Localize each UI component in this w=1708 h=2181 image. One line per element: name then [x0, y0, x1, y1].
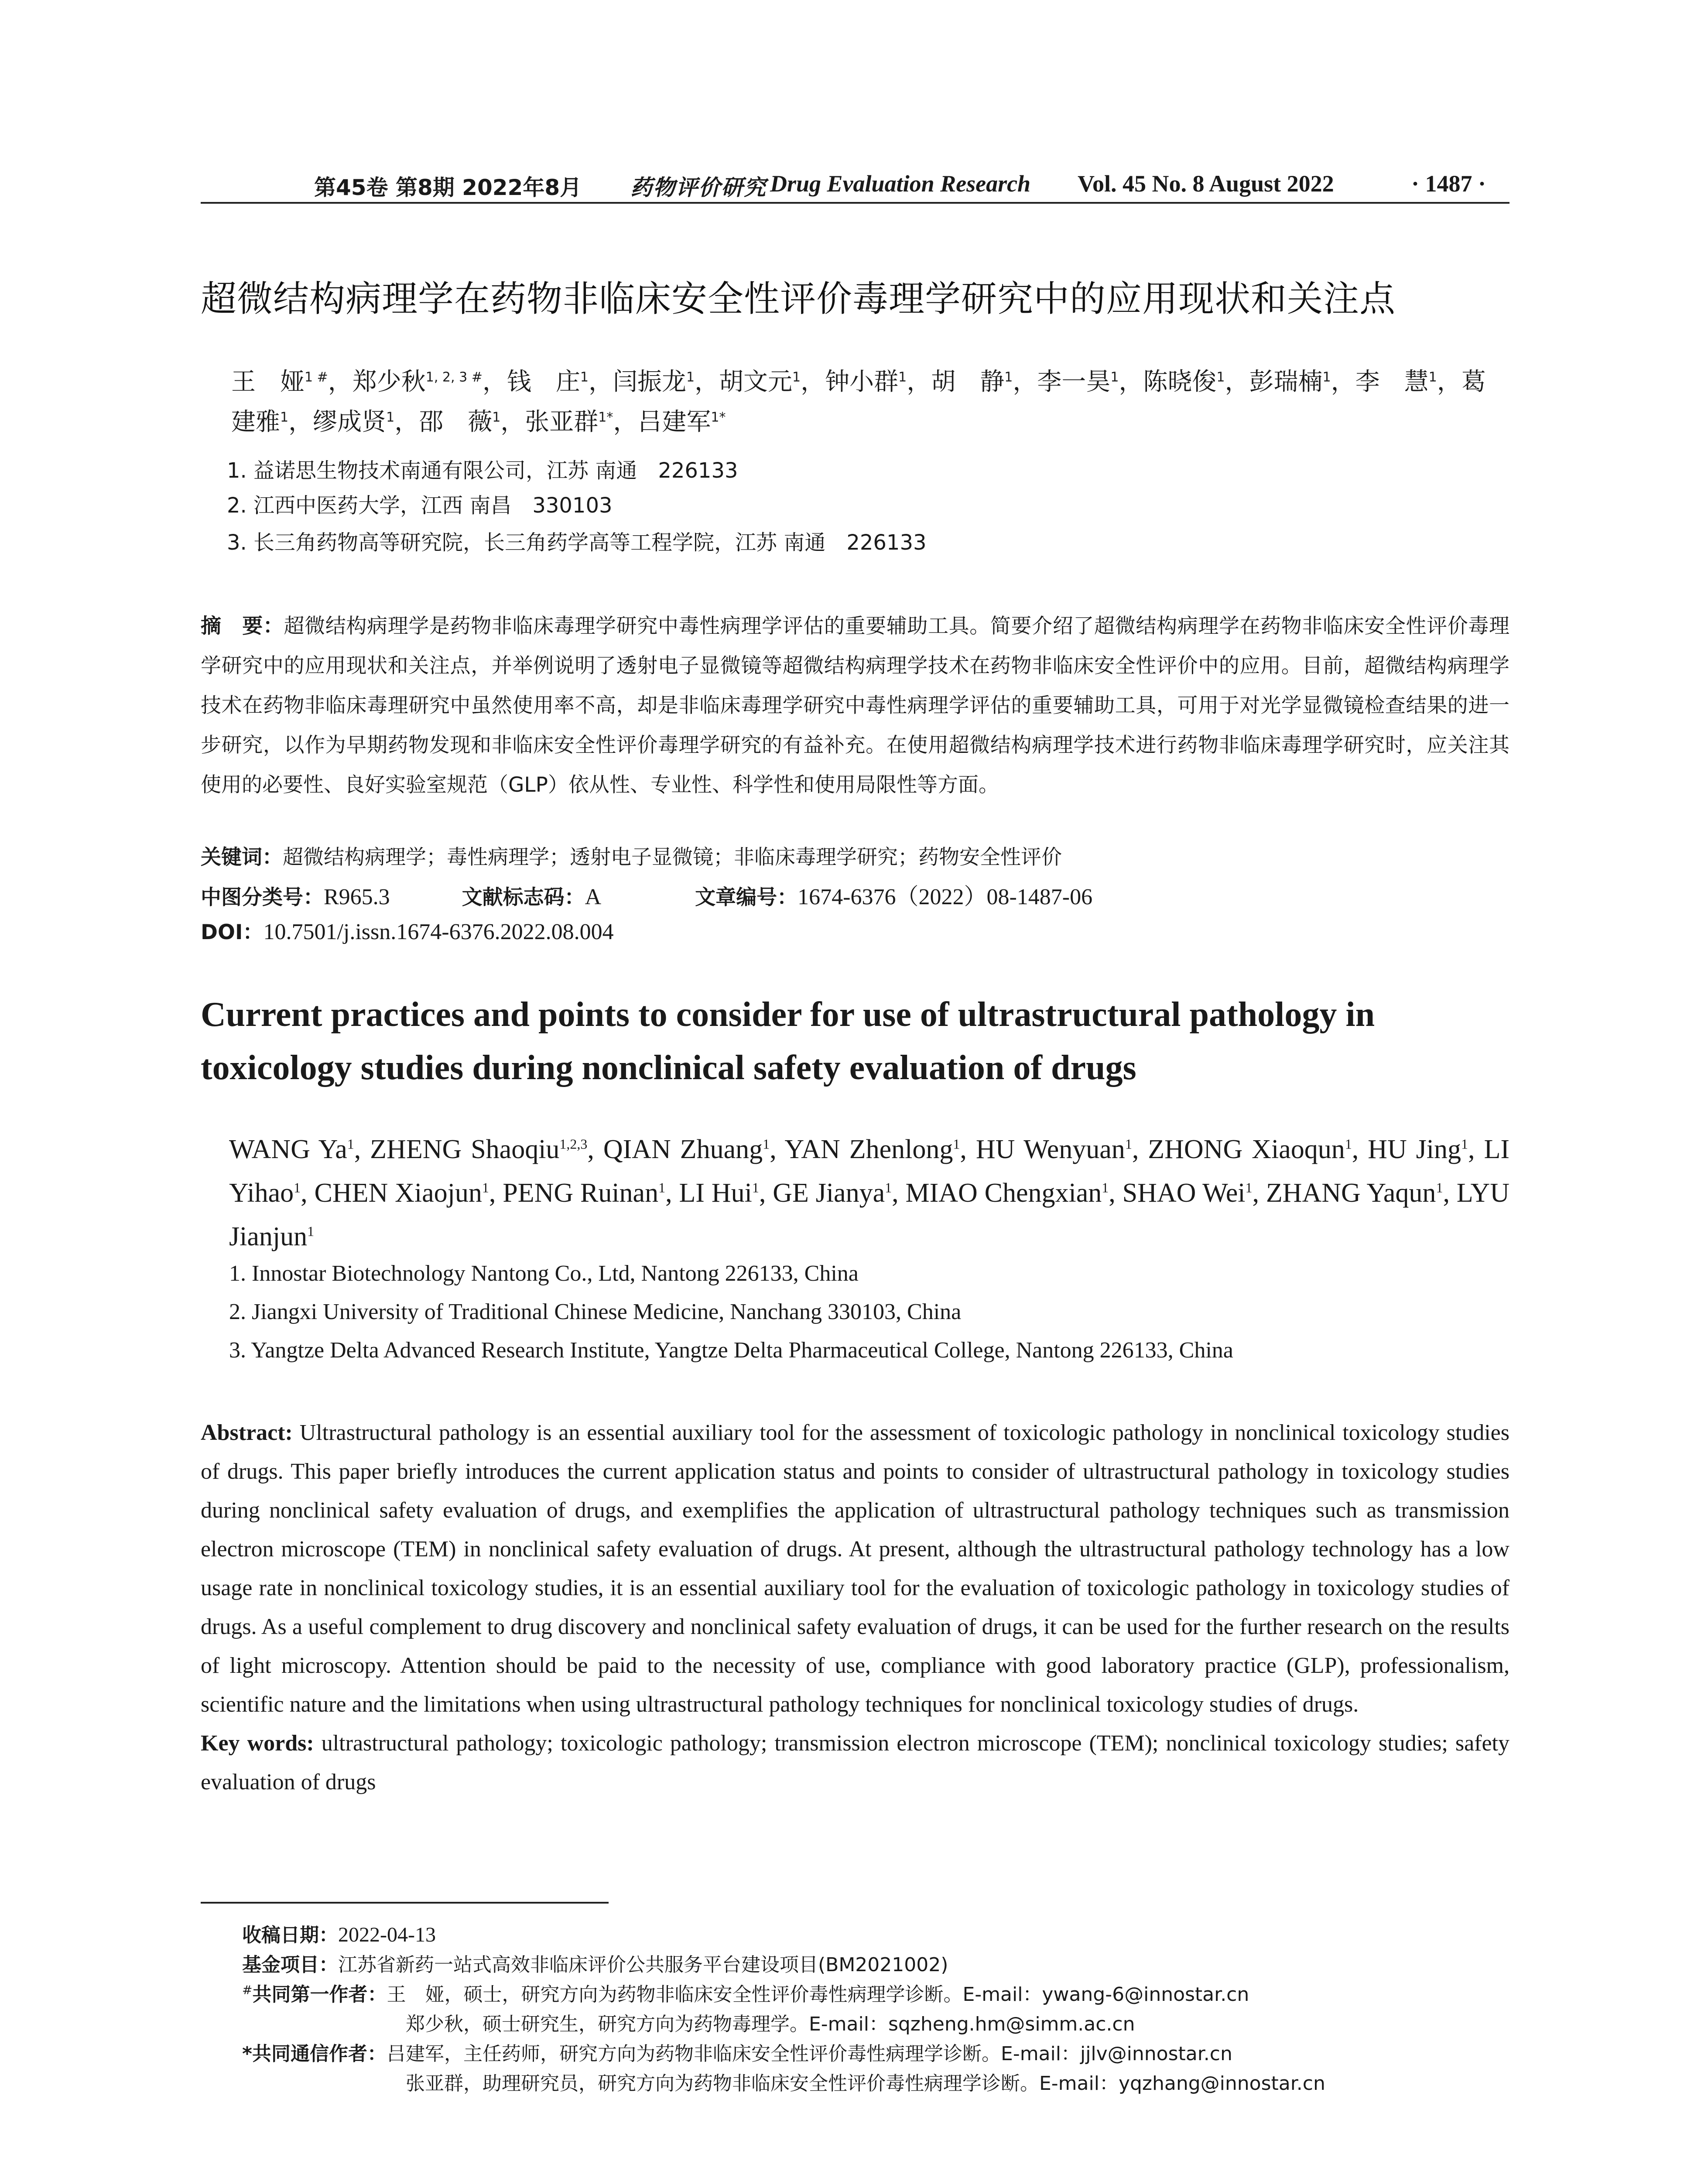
received-date: 2022-04-13	[338, 1923, 436, 1946]
authors-zh: 王 娅$^{1 \#}$，郑少秋$^{1, 2, 3 \#}$，钱 庄$^1$，闫振龙$^1$，胡文元$^1$，钟小群$^1$，胡 静$^1$，李一昊$^1$，陈晓俊$^1$，彭瑞楠$^1$，李 慧$^1$，葛建雅$^1$，缪成贤$^1$，邵 薇$^1$，张亚群$^{1*}$，吕建军$^{1*}$	[231, 368, 1486, 436]
abstract-zh-label: 摘 要：	[201, 614, 284, 638]
abstract-zh	[201, 606, 1509, 805]
zh-author-affiliation-mark: 1	[1110, 369, 1119, 385]
en-author	[1148, 1135, 1352, 1164]
zh-author-affiliation-mark: 1	[792, 369, 801, 385]
zh-author-affiliation-mark: 1*	[598, 410, 613, 425]
en-author-name: LI Yihao	[229, 1135, 1510, 1208]
en-author	[314, 1178, 489, 1208]
en-author-name: ZHANG Yaqun	[1266, 1178, 1436, 1208]
en-author-affiliation-mark: 1	[1436, 1179, 1443, 1196]
zh-author-affiliation-mark: 1	[1216, 369, 1225, 385]
en-author	[229, 1135, 354, 1164]
zh-author-name: 缪成贤	[313, 408, 387, 436]
en-author-affiliation-mark: 1	[347, 1136, 354, 1152]
zh-author-name: 陈晓俊	[1143, 368, 1217, 396]
en-author	[1123, 1178, 1253, 1208]
zh-author	[931, 368, 1013, 396]
zh-author	[1037, 368, 1119, 396]
first-author-mark: #	[242, 1983, 253, 1997]
keywords-en-text: ultrastructural pathology; toxicologic pathology; transmission electron microscope (TEM); nonclinical toxicology studies; safety evaluation of drugs	[201, 1731, 1510, 1795]
en-author-name: CHEN Xiaojun	[314, 1178, 482, 1208]
keywords-zh-text: 超微结构病理学；毒性病理学；透射电子显微镜；非临床毒理学研究；药物安全性评价	[283, 845, 1062, 869]
en-author-affiliation-mark: 1	[1461, 1136, 1468, 1152]
abstract-en-label: Abstract:	[201, 1420, 293, 1445]
zh-author-name: 彭瑞楠	[1249, 368, 1323, 396]
zh-author	[825, 368, 907, 396]
zh-author-affiliation-mark: 1 #	[305, 369, 328, 385]
zh-author-affiliation-mark: 1	[1004, 369, 1013, 385]
doc-code-label: 文献标志码：	[462, 885, 585, 909]
zh-author	[613, 368, 695, 396]
zh-author-name: 邵 薇	[419, 408, 493, 436]
zh-author-affiliation-mark: 1*	[711, 410, 726, 425]
title-zh: 超微结构病理学在药物非临床安全性评价毒理学研究中的应用现状和关注点	[201, 278, 1396, 320]
title-en: Current practices and points to consider for use of ultrastructural pathology in toxicology studies during nonclinical safety evaluation of drugs	[201, 995, 1375, 1087]
zh-author-name: 王 娅	[231, 368, 305, 396]
zh-author	[1143, 368, 1225, 396]
zh-author	[637, 408, 726, 436]
en-author-affiliation-mark: 1	[482, 1179, 489, 1196]
fund-label: 基金项目：	[242, 1954, 338, 1976]
zh-author-name: 张亚群	[525, 408, 599, 436]
zh-author-affiliation-mark: 1	[386, 410, 395, 425]
header-page-number: · 1487 ·	[1411, 171, 1486, 197]
en-author-name: LYU Jianjun	[229, 1178, 1510, 1251]
article-no-value: 1674-6376（2022）08-1487-06	[798, 885, 1093, 909]
footnote-received	[242, 1919, 436, 1947]
zh-author-affiliation-mark: 1	[686, 369, 695, 385]
en-author-affiliation-mark: 1	[885, 1179, 892, 1196]
running-header	[201, 166, 1509, 205]
en-author-affiliation-mark: 1	[953, 1136, 960, 1152]
header-rule	[201, 202, 1509, 204]
en-author-affiliation-mark: 1	[752, 1179, 759, 1196]
zh-author	[419, 408, 500, 436]
journal-logo-zh: 药物评价研究	[630, 174, 767, 200]
abstract-en-text: Ultrastructural pathology is an essential auxiliary tool for the assessment of toxicologic pathology in nonclinical toxicology studies of drugs. This paper briefly introduces the current application status and points to consider of ultrastructural pathology in toxicology studies during nonclinical safety evaluation of drugs, and exemplifies the application of ultrastructural pathology techniques such as transmission electron microscope (TEM) in nonclinical safety evaluation of drugs. At present, although the ultrastructural pathology technology has a low usage rate in nonclinical toxicology studies, it is an essential auxiliary tool for the evaluation of toxicologic pathology in toxicology studies of drugs. As a useful complement to drug discovery and nonclinical safety evaluation of drugs, it can be used for the further research on the results of light microscopy. Attention should be paid to the necessity of use, compliance with good laboratory practice (GLP), professionalism, scientific nature and the limitations when using ultrastructural pathology techniques for nonclinical toxicology studies of drugs.	[201, 1420, 1510, 1717]
zh-author-name: 李 慧	[1355, 368, 1429, 396]
en-author-name: WANG Ya	[229, 1135, 347, 1164]
zh-author-name: 吕建军	[637, 408, 711, 436]
corresponding-label: *共同通信作者：	[242, 2043, 387, 2065]
en-author-name: QIAN Zhuang	[603, 1135, 763, 1164]
doi-line	[201, 916, 614, 945]
zh-author-affiliation-mark: 1	[580, 369, 589, 385]
header-journal-en: Drug Evaluation Research	[770, 171, 1031, 197]
affiliation-zh-3: 3. 长三角药物高等研究院，长三角药学高等工程学院，江苏 南通 226133	[227, 530, 927, 555]
affiliation-zh-1: 1. 益诺思生物技术南通有限公司，江苏 南通 226133	[227, 458, 738, 483]
footnote-corresponding-2: 张亚群，助理研究员，研究方向为药物非临床安全性评价毒性病理学诊断。E-mail：yqzhang@innostar.cn	[406, 2072, 1325, 2095]
en-author-name: ZHENG Shaoqiu	[370, 1135, 560, 1164]
keywords-zh	[201, 841, 1062, 870]
zh-author-name: 闫振龙	[613, 368, 686, 396]
en-author-affiliation-mark: 1	[658, 1179, 666, 1196]
footnote-first-authors	[242, 1979, 1249, 2007]
footnote-first-author-2: 郑少秋，硕士研究生，研究方向为药物毒理学。E-mail：sqzheng.hm@simm.ac.cn	[406, 2013, 1135, 2035]
affiliation-en-1: 1. Innostar Biotechnology Nantong Co., Ltd, Nantong 226133, China	[229, 1261, 859, 1286]
en-author	[370, 1135, 587, 1164]
zh-author	[1249, 368, 1331, 396]
affiliation-en-2: 2. Jiangxi University of Traditional Chinese Medicine, Nanchang 330103, China	[229, 1299, 962, 1324]
en-author	[784, 1135, 960, 1164]
received-label: 收稿日期：	[242, 1924, 338, 1946]
zh-author-name: 郑少秋	[352, 368, 426, 396]
zh-author-affiliation-mark: 1	[280, 410, 289, 425]
en-author-name: ZHONG Xiaoqun	[1148, 1135, 1345, 1164]
clc-label: 中图分类号：	[201, 885, 324, 909]
zh-author-name: 胡文元	[719, 368, 793, 396]
footnote-corresponding	[242, 2038, 1232, 2066]
authors-en: WANG Ya$^1$, ZHENG Shaoqiu$^{1,2,3}$, QIAN Zhuang$^1$, YAN Zhenlong$^1$, HU Wenyuan$^1$, ZHONG Xiaoqun$^1$, HU Jing$^1$, LI Yihao$^1$, CHEN Xiaojun$^1$, PENG Ruinan$^1$, LI Hui$^1$, GE Jianya$^1$, MIAO Chengxian$^1$, SHAO Wei$^1$, ZHANG Yaqun$^1$, LYU Jianjun$^1$	[229, 1135, 1510, 1251]
en-author-name: HU Jing	[1368, 1135, 1462, 1164]
corresponding-1: 吕建军，主任药师，研究方向为药物非临床安全性评价毒性病理学诊断。E-mail：jjlv@innostar.cn	[387, 2043, 1232, 2065]
en-author-affiliation-mark: 1	[294, 1179, 301, 1196]
zh-author-affiliation-mark: 1	[1428, 369, 1437, 385]
en-author	[679, 1178, 759, 1208]
keywords-en-label: Key words:	[201, 1731, 314, 1756]
en-author-affiliation-mark: 1	[763, 1136, 770, 1152]
en-author	[976, 1135, 1132, 1164]
abstract-zh-text: 超微结构病理学是药物非临床毒理学研究中毒性病理学评估的重要辅助工具。简要介绍了超微结构病理学在药物非临床安全性评价毒理学研究中的应用现状和关注点，并举例说明了透射电子显微镜等超微结构病理学技术在药物非临床安全性评价中的应用。目前，超微结构病理学技术在药物非临床毒理研究中虽然使用率不高，却是非临床毒理学研究中毒性病理学评估的重要辅助工具，可用于对光学显微镜检查结果的进一步研究，以作为早期药物发现和非临床安全性评价毒理学研究的有益补充。在使用超微结构病理学技术进行药物非临床毒理学研究时，应关注其使用的必要性、良好实验室规范（GLP）依从性、专业性、科学性和使用局限性等方面。	[201, 614, 1510, 797]
fund-text: 江苏省新药一站式高效非临床评价公共服务平台建设项目(BM2021002)	[338, 1954, 948, 1976]
en-author	[905, 1178, 1109, 1208]
zh-author-name: 李一昊	[1037, 368, 1111, 396]
zh-author-name: 葛建雅	[231, 368, 1486, 436]
en-author-name: LI Hui	[679, 1178, 752, 1208]
en-author-name: GE Jianya	[773, 1178, 885, 1208]
en-author-name: HU Wenyuan	[976, 1135, 1125, 1164]
zh-author	[1355, 368, 1437, 396]
en-author	[1368, 1135, 1468, 1164]
zh-author-affiliation-mark: 1	[898, 369, 907, 385]
en-author	[1266, 1178, 1443, 1208]
footnote-rule	[201, 1902, 609, 1904]
en-author-affiliation-mark: 1	[307, 1223, 315, 1239]
en-author-affiliation-mark: 1	[1245, 1179, 1253, 1196]
zh-author-affiliation-mark: 1	[492, 410, 501, 425]
en-author-affiliation-mark: 1	[1125, 1136, 1132, 1152]
zh-author	[231, 368, 328, 396]
en-author-affiliation-mark: 1,2,3	[559, 1136, 588, 1152]
zh-author-name: 钟小群	[825, 368, 899, 396]
keywords-zh-label: 关键词：	[201, 845, 283, 869]
en-author-affiliation-mark: 1	[1102, 1179, 1109, 1196]
en-author	[503, 1178, 665, 1208]
doc-code-value: A	[585, 885, 602, 909]
en-author	[603, 1135, 770, 1164]
en-author-name: PENG Ruinan	[503, 1178, 659, 1208]
zh-author	[507, 368, 589, 396]
first-author-1: 王 娅，硕士，研究方向为药物非临床安全性评价毒性病理学诊断。E-mail：ywang-6@innostar.cn	[387, 1983, 1249, 2006]
zh-author-name: 钱 庄	[507, 368, 580, 396]
zh-author	[525, 408, 613, 436]
en-author	[773, 1178, 892, 1208]
clc-value: R965.3	[324, 885, 390, 909]
zh-author	[719, 368, 801, 396]
zh-author-affiliation-mark: 1	[1322, 369, 1331, 385]
affiliation-zh-2: 2. 江西中医药大学，江西 南昌 330103	[227, 493, 613, 518]
header-volume: Vol. 45 No. 8 August 2022	[1078, 171, 1334, 197]
zh-author	[313, 408, 394, 436]
zh-author	[353, 368, 483, 396]
en-author-name: YAN Zhenlong	[784, 1135, 953, 1164]
zh-author-name: 胡 静	[931, 368, 1005, 396]
first-author-label: 共同第一作者：	[252, 1983, 387, 2006]
doi-label: DOI：	[201, 920, 264, 944]
en-author-affiliation-mark: 1	[1345, 1136, 1352, 1152]
footnote-fund	[242, 1949, 948, 1977]
header-issue: 第45卷 第8期 2022年8月	[314, 175, 582, 200]
abstract-en	[201, 1413, 1509, 1802]
affiliation-en-3: 3. Yangtze Delta Advanced Research Institute, Yangtze Delta Pharmaceutical College, Nantong 226133, China	[229, 1338, 1233, 1363]
article-no-label: 文章编号：	[695, 885, 798, 909]
en-author-name: SHAO Wei	[1122, 1178, 1246, 1208]
zh-author-affiliation-mark: 1, 2, 3 #	[425, 369, 483, 385]
doi-value: 10.7501/j.issn.1674-6376.2022.08.004	[263, 920, 614, 944]
classification-line	[201, 878, 1092, 911]
en-author-name: MIAO Chengxian	[905, 1178, 1102, 1208]
